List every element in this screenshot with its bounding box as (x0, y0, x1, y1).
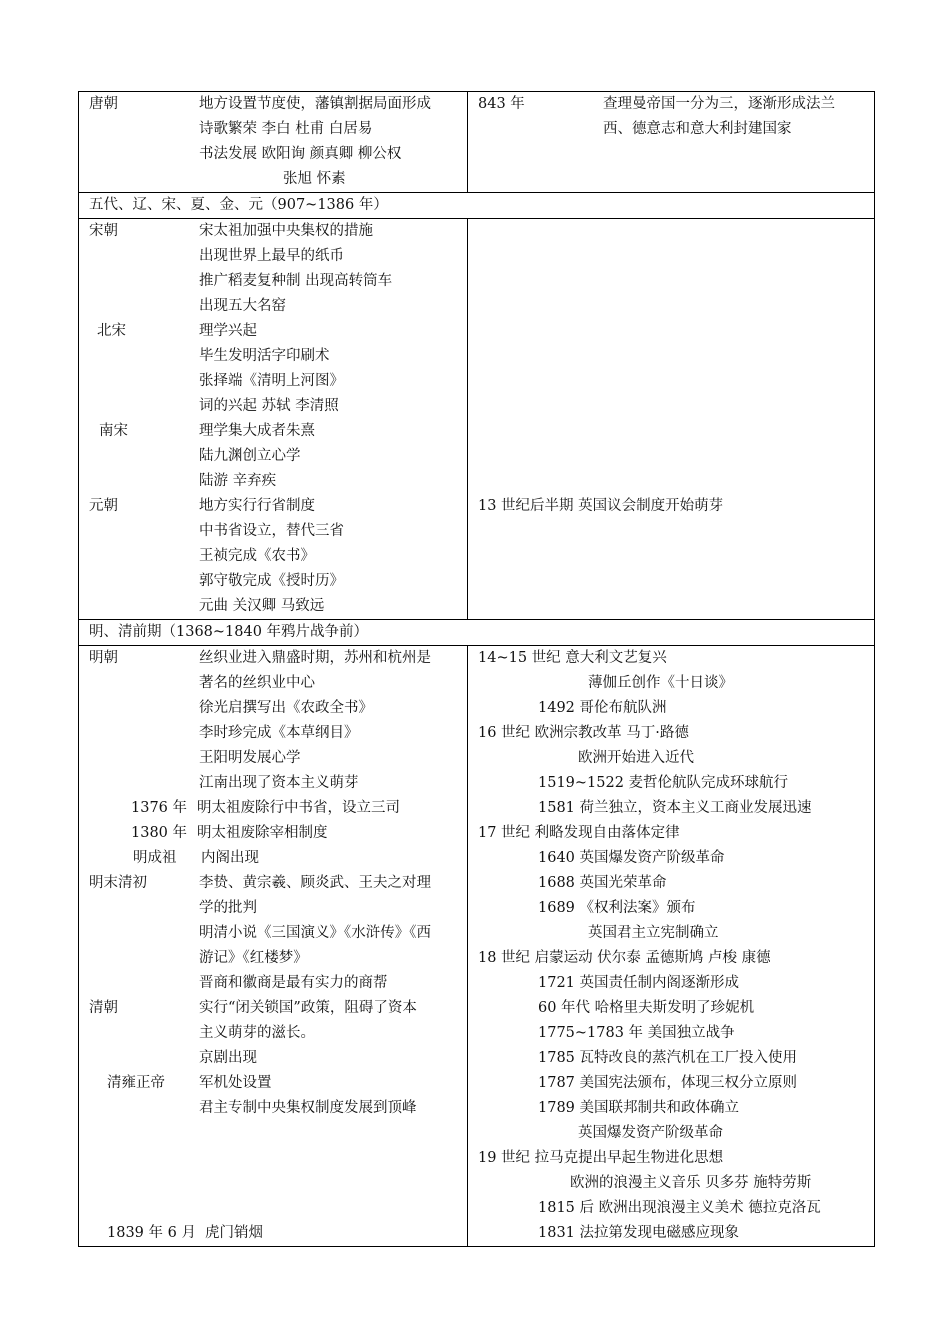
list-item (79, 419, 467, 444)
event-text: 李贽、黄宗羲、顾炎武、王夫之对理 (199, 875, 431, 891)
event-text: 郭守敬完成《授时历》 (199, 573, 344, 589)
ming-era-header-row (79, 620, 875, 646)
song-china-cell (79, 219, 468, 620)
event-text: 18 世纪 启蒙运动 伏尔泰 孟德斯鸠 卢梭 康德 (478, 950, 771, 966)
list-item (79, 796, 467, 821)
event-text: 1815 后 欧洲出现浪漫主义美术 德拉克洛瓦 (538, 1200, 821, 1216)
list-item (79, 946, 467, 971)
dynasty-label: 唐朝 (89, 96, 118, 112)
event-text: 1519~1522 麦哲伦航队完成环球航行 (538, 775, 789, 791)
list-item (468, 646, 874, 671)
era-title: 五代、辽、宋、夏、金、元（907~1386 年） (89, 197, 388, 213)
list-item (468, 696, 874, 721)
event-text: 薄伽丘创作《十日谈》 (588, 675, 733, 691)
history-timeline-table (78, 91, 875, 1247)
list-item (79, 1021, 467, 1046)
event-text: 13 世纪后半期 英国议会制度开始萌芽 (478, 498, 724, 514)
event-text: 君主专制中央集权制度发展到顶峰 (199, 1100, 417, 1116)
event-text: 书法发展 欧阳询 颜真卿 柳公权 (199, 146, 402, 162)
event-text: 词的兴起 苏轼 李清照 (199, 398, 339, 414)
event-text: 16 世纪 欧洲宗教改革 马丁·路德 (478, 725, 689, 741)
list-item (468, 1171, 874, 1196)
event-text: 中书省设立，替代三省 (199, 523, 344, 539)
song-era-header (79, 193, 875, 219)
event-text: 实行“闭关锁国”政策，阻碍了资本 (199, 1000, 417, 1016)
event-text: 1789 美国联邦制共和政体确立 (538, 1100, 740, 1116)
list-item (79, 846, 467, 871)
event-text: 王阳明发展心学 (199, 750, 301, 766)
event-text: 诗歌繁荣 李白 杜甫 白居易 (199, 121, 373, 137)
list-item (79, 821, 467, 846)
year-label: 清朝 (89, 1000, 118, 1016)
list-item (468, 771, 874, 796)
list-item (79, 594, 467, 619)
event-text: 1581 荷兰独立，资本主义工商业发展迅速 (538, 800, 812, 816)
event-text: 王祯完成《农书》 (199, 548, 315, 564)
event-text: 1775~1783 年 美国独立战争 (538, 1025, 735, 1041)
event-text: 元曲 关汉卿 马致远 (199, 598, 325, 614)
event-text: 理学集大成者朱熹 (199, 423, 315, 439)
list-item (468, 721, 874, 746)
event-text: 虎门销烟 (205, 1225, 263, 1241)
list-item (79, 1171, 467, 1196)
list-item (79, 269, 467, 294)
event-text: 19 世纪 拉马克提出早起生物进化思想 (478, 1150, 724, 1166)
list-item (468, 1021, 874, 1046)
list-item (468, 946, 874, 971)
list-item (468, 1096, 874, 1121)
list-item (468, 1146, 874, 1171)
list-item (79, 996, 467, 1021)
event-text: 李时珍完成《本草纲目》 (199, 725, 359, 741)
song-world-cell (468, 219, 875, 620)
tang-china-cell (79, 92, 468, 193)
year-label: 843 年 (478, 96, 525, 112)
list-item (79, 167, 467, 192)
list-item (79, 746, 467, 771)
list-item (79, 494, 467, 519)
event-text: 陆游 辛弃疾 (199, 473, 277, 489)
event-text: 1721 英国责任制内阁逐渐形成 (538, 975, 740, 991)
event-text: 欧洲开始进入近代 (578, 750, 694, 766)
list-item (79, 344, 467, 369)
list-item (468, 896, 874, 921)
list-item (468, 996, 874, 1021)
list-item (468, 746, 874, 771)
dynasty-label: 北宋 (97, 323, 126, 339)
event-text: 著名的丝织业中心 (199, 675, 315, 691)
list-item (468, 1121, 874, 1146)
event-text: 1831 法拉第发现电磁感应现象 (538, 1225, 740, 1241)
list-item (79, 1196, 467, 1221)
list-item (468, 1221, 874, 1246)
list-item (79, 1121, 467, 1146)
event-text: 60 年代 哈格里夫斯发明了珍妮机 (538, 1000, 755, 1016)
year-label: 明末清初 (89, 875, 147, 891)
list-item (79, 569, 467, 594)
year-label: 明朝 (89, 650, 118, 666)
event-text: 1787 美国宪法颁布，体现三权分立原则 (538, 1075, 798, 1091)
list-item (468, 846, 874, 871)
event-text: 1492 哥伦布航队洲 (538, 700, 667, 716)
year-label: 1376 年 (131, 800, 188, 816)
ming-china-cell (79, 646, 468, 1247)
ming-row (79, 646, 875, 1247)
list-item (468, 871, 874, 896)
list-item (79, 771, 467, 796)
dynasty-label: 南宋 (99, 423, 128, 439)
list-item (468, 921, 874, 946)
list-item (79, 721, 467, 746)
event-text: 张择端《清明上河图》 (199, 373, 344, 389)
tang-world-cell (468, 92, 875, 193)
event-text: 游记》《红楼梦》 (199, 950, 308, 966)
list-item (79, 444, 467, 469)
event-text: 地方设置节度使，藩镇割据局面形成 (199, 96, 431, 112)
year-label: 1380 年 (131, 825, 188, 841)
list-item (79, 469, 467, 494)
list-item (79, 646, 467, 671)
event-text: 17 世纪 利略发现自由落体定律 (478, 825, 680, 841)
event-text: 京剧出现 (199, 1050, 257, 1066)
event-text: 出现五大名窑 (199, 298, 286, 314)
event-text: 理学兴起 (199, 323, 257, 339)
list-item (79, 394, 467, 419)
event-text: 宋太祖加强中央集权的措施 (199, 223, 373, 239)
list-item (79, 1146, 467, 1171)
list-item (79, 117, 467, 142)
event-text: 出现世界上最早的纸币 (199, 248, 344, 264)
list-item (79, 219, 467, 244)
song-era-header-row (79, 193, 875, 219)
list-item (468, 494, 874, 519)
ming-world-cell (468, 646, 875, 1247)
event-text: 明清小说《三国演义》《水浒传》《西 (199, 925, 431, 941)
list-item (468, 1196, 874, 1221)
event-text: 14~15 世纪 意大利文艺复兴 (478, 650, 667, 666)
event-text: 学的批判 (199, 900, 257, 916)
event-text: 地方实行行省制度 (199, 498, 315, 514)
list-item (79, 519, 467, 544)
year-label: 1839 年 6 月 (107, 1225, 196, 1241)
list-item (79, 896, 467, 921)
list-item (468, 1046, 874, 1071)
era-title: 明、清前期（1368~1840 年鸦片战争前） (89, 624, 369, 640)
list-item (79, 921, 467, 946)
list-item (468, 671, 874, 696)
event-text: 推广稻麦复种制 出现高转筒车 (199, 273, 393, 289)
dynasty-label: 元朝 (89, 498, 118, 514)
event-text: 西、德意志和意大利封建国家 (603, 121, 792, 137)
list-item (79, 544, 467, 569)
year-label: 清雍正帝 (107, 1075, 165, 1091)
list-item (79, 1046, 467, 1071)
list-item (79, 971, 467, 996)
list-item (468, 821, 874, 846)
event-text: 毕生发明活字印刷术 (199, 348, 330, 364)
list-item (468, 1071, 874, 1096)
list-item (79, 92, 467, 117)
song-row (79, 219, 875, 620)
list-item (79, 671, 467, 696)
list-item (79, 1071, 467, 1096)
year-label: 明成祖 (133, 850, 177, 866)
list-item (79, 142, 467, 167)
ming-era-header (79, 620, 875, 646)
list-item (79, 294, 467, 319)
dynasty-label: 宋朝 (89, 223, 118, 239)
list-item (468, 117, 874, 142)
list-item (468, 971, 874, 996)
event-text: 明太祖废除行中书省，设立三司 (197, 800, 400, 816)
event-text: 徐光启撰写出《农政全书》 (199, 700, 373, 716)
list-item (468, 796, 874, 821)
event-text: 内阁出现 (201, 850, 259, 866)
event-text: 1689 《权利法案》颁布 (538, 900, 696, 916)
event-text: 主义萌芽的滋长。 (199, 1025, 315, 1041)
event-text: 晋商和徽商是最有实力的商帮 (199, 975, 388, 991)
event-text: 欧洲的浪漫主义音乐 贝多芬 施特劳斯 (570, 1175, 812, 1191)
list-item (79, 871, 467, 896)
list-item (79, 1221, 467, 1246)
event-text: 丝织业进入鼎盛时期，苏州和杭州是 (199, 650, 431, 666)
event-text: 江南出现了资本主义萌芽 (199, 775, 359, 791)
event-text: 张旭 怀素 (283, 171, 346, 187)
list-item (79, 369, 467, 394)
event-text: 明太祖废除宰相制度 (197, 825, 328, 841)
list-item (468, 92, 874, 117)
event-text: 1688 英国光荣革命 (538, 875, 667, 891)
event-text: 陆九渊创立心学 (199, 448, 301, 464)
event-text: 英国君主立宪制确立 (588, 925, 719, 941)
event-text: 军机处设置 (199, 1075, 272, 1091)
list-item (79, 319, 467, 344)
tang-row (79, 92, 875, 193)
list-item (79, 696, 467, 721)
event-text: 1785 瓦特改良的蒸汽机在工厂投入使用 (538, 1050, 798, 1066)
event-text: 英国爆发资产阶级革命 (578, 1125, 723, 1141)
list-item (79, 244, 467, 269)
event-text: 1640 英国爆发资产阶级革命 (538, 850, 725, 866)
list-item (79, 1096, 467, 1121)
event-text: 查理曼帝国一分为三，逐渐形成法兰 (603, 96, 835, 112)
